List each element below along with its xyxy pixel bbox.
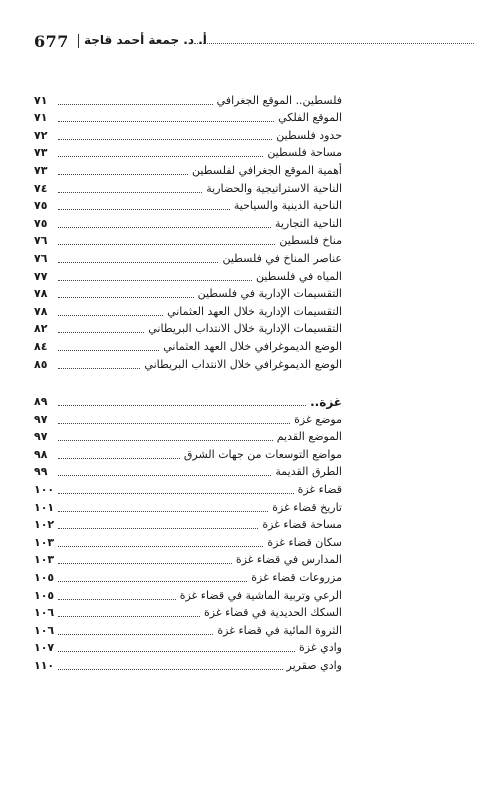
toc-entry-page: ٧٨ (34, 287, 48, 301)
toc-entry-title: سكان قضاء غزة (267, 535, 342, 549)
toc-entry-title: الطرق القديمة (275, 465, 342, 479)
toc-entry-title: مساحة قضاء غزة (262, 518, 342, 532)
toc-entry-page: ٩٨ (34, 447, 48, 461)
toc-entry-page: ٩٧ (34, 430, 48, 444)
dot-leader (58, 404, 306, 406)
toc-entry-page: ٧١ (34, 111, 48, 125)
toc-entry-page: ٧٢ (34, 128, 48, 142)
toc-entry-title: الموقع الفلكي (278, 111, 342, 125)
toc-entry (34, 638, 342, 656)
toc-entry-title: حدود فلسطين (276, 128, 342, 142)
toc-entry-title: فلسطين.. الموقع الجغرافي (216, 93, 342, 107)
toc-entry (34, 301, 342, 319)
toc-entry (34, 427, 342, 445)
toc-entry (34, 213, 342, 231)
toc-entry-page: ٨٢ (34, 322, 48, 336)
toc-entry (34, 444, 342, 462)
toc-entry-title: عناصر المناخ في فلسطين (222, 251, 342, 265)
toc-entry (34, 409, 342, 427)
toc-entry (34, 550, 342, 568)
toc-entry-title: الناحية التجارية (274, 216, 342, 230)
dot-leader (58, 598, 176, 600)
toc-entry (34, 266, 342, 284)
toc-entry (34, 392, 342, 410)
toc-entry (34, 196, 342, 214)
dot-leader (58, 510, 268, 512)
table-of-contents (34, 90, 342, 673)
toc-entry-title: الناحية الاستراتيجية والحضارية (206, 181, 342, 195)
toc-entry-page: ٨٤ (34, 339, 48, 353)
dot-leader (58, 314, 163, 316)
toc-entry (34, 567, 342, 585)
dot-leader (58, 120, 274, 122)
toc-entry (34, 515, 342, 533)
dot-leader (58, 545, 263, 547)
dot-leader (58, 296, 194, 298)
toc-entry-title: وادي غزة (299, 641, 342, 655)
dot-leader (58, 633, 213, 635)
toc-entry-title: الوضع الديموغرافي خلال الانتداب البريطاني (144, 357, 342, 371)
page-number: 677 (34, 32, 69, 51)
running-header (34, 32, 474, 54)
dot-leader (58, 457, 180, 459)
toc-entry-title: الموضع القديم (276, 430, 342, 444)
toc-entry-title: أهمية الموقع الجغرافي لفلسطين (192, 163, 342, 177)
dot-leader (58, 191, 202, 193)
toc-entry-title: التقسيمات الإدارية في فلسطين (197, 287, 342, 301)
toc-entry-title: مناخ فلسطين (279, 234, 342, 248)
dot-leader (58, 155, 263, 157)
toc-entry-page: ١١٠ (34, 659, 55, 672)
toc-entry-title: غزة.. (310, 395, 342, 410)
dot-leader (58, 279, 252, 281)
dot-leader (58, 138, 272, 140)
dot-leader (58, 243, 275, 245)
toc-entry-page: ١٠٣ (34, 535, 55, 549)
toc-entry (34, 532, 342, 550)
dot-leader (58, 650, 295, 652)
toc-entry (34, 108, 342, 126)
toc-entry-page: ٩٩ (34, 465, 48, 479)
toc-entry (34, 178, 342, 196)
toc-entry-page: ١٠٧ (34, 641, 55, 655)
toc-group-gaza (34, 392, 342, 674)
toc-entry (34, 248, 342, 266)
toc-entry-page: ٧٧ (34, 269, 48, 283)
toc-entry-page: ٩٧ (34, 412, 48, 426)
toc-entry-title: السكك الحديدية في قضاء غزة (204, 606, 342, 620)
toc-entry-page: ٧٨ (34, 304, 48, 318)
dot-leader (58, 474, 271, 476)
toc-entry (34, 354, 342, 372)
toc-entry (34, 479, 342, 497)
dot-leader (58, 349, 159, 351)
toc-entry-page: ٧٣ (34, 146, 48, 160)
toc-entry-title: المدارس في قضاء غزة (235, 553, 342, 567)
toc-entry-page: ٨٩ (34, 395, 48, 409)
dot-leader (58, 173, 188, 175)
toc-entry-title: التقسيمات الإدارية خلال الانتداب البريطاني (148, 322, 342, 336)
dot-leader (58, 261, 218, 263)
toc-entry-page: ١٠١ (34, 500, 55, 514)
toc-entry (34, 231, 342, 249)
toc-entry (34, 462, 342, 480)
toc-entry-page: ١٠٠ (34, 483, 55, 497)
toc-entry-title: الناحية الدينية والسياحية (233, 199, 342, 213)
toc-entry-title: تاريخ قضاء غزة (272, 500, 342, 514)
toc-entry (34, 125, 342, 143)
toc-entry-page: ١٠٥ (34, 571, 55, 585)
toc-entry-page: ١٠٥ (34, 588, 55, 602)
group-gap (34, 372, 342, 392)
toc-entry (34, 603, 342, 621)
toc-entry-page: ٧٣ (34, 163, 48, 177)
toc-entry-title: الثروة المائية في قضاء غزة (217, 623, 342, 637)
toc-entry-title: مزروعات قضاء غزة (251, 571, 342, 585)
dot-leader (58, 208, 230, 210)
toc-entry-page: ١٠٢ (34, 518, 55, 532)
dot-leader (58, 367, 140, 369)
toc-entry-page: ٧١ (34, 93, 48, 107)
dot-leader (58, 422, 290, 424)
dot-leader (58, 580, 247, 582)
toc-entry (34, 160, 342, 178)
header-rule (194, 43, 474, 44)
dot-leader (58, 439, 273, 441)
dot-leader (58, 331, 144, 333)
toc-entry (34, 655, 342, 673)
toc-entry-title: وادي صقرير (286, 659, 342, 672)
toc-group-palestine (34, 90, 342, 372)
dot-leader (58, 562, 232, 564)
toc-entry-title: المياه في فلسطين (255, 269, 342, 283)
toc-entry-page: ٧٦ (34, 251, 48, 265)
author-name: أ. د. جمعة أحمد قاجة (84, 33, 207, 47)
toc-entry (34, 585, 342, 603)
toc-entry-page: ١٠٣ (34, 553, 55, 567)
toc-entry (34, 497, 342, 515)
toc-entry (34, 90, 342, 108)
toc-entry-title: مواضع التوسعات من جهات الشرق (183, 447, 342, 461)
dot-leader (58, 103, 213, 105)
header-separator (78, 34, 79, 48)
toc-entry-page: ٧٥ (34, 216, 48, 230)
toc-entry-page: ١٠٦ (34, 606, 55, 620)
dot-leader (58, 615, 200, 617)
toc-entry (34, 319, 342, 337)
toc-entry-title: الوضع الديموغرافي خلال العهد العثماني (163, 339, 342, 353)
toc-entry-title: الرعي وتربية الماشية في قضاء غزة (179, 588, 342, 602)
toc-entry-page: ٧٦ (34, 234, 48, 248)
toc-entry-page: ٧٤ (34, 181, 48, 195)
dot-leader (58, 492, 294, 494)
toc-entry-page: ٨٥ (34, 357, 48, 371)
toc-entry (34, 143, 342, 161)
toc-entry (34, 620, 342, 638)
toc-entry-page: ٧٥ (34, 199, 48, 213)
toc-entry-title: مساحة فلسطين (267, 146, 342, 160)
dot-leader (58, 527, 258, 529)
toc-entry (34, 284, 342, 302)
toc-entry-title: التقسيمات الإدارية خلال العهد العثماني (167, 304, 342, 318)
toc-entry-title: موضع غزة (294, 412, 342, 426)
dot-leader (58, 226, 271, 228)
toc-entry (34, 336, 342, 354)
dot-leader (58, 668, 283, 670)
toc-entry-page: ١٠٦ (34, 623, 55, 637)
toc-entry-title: قضاء غزة (297, 483, 342, 497)
